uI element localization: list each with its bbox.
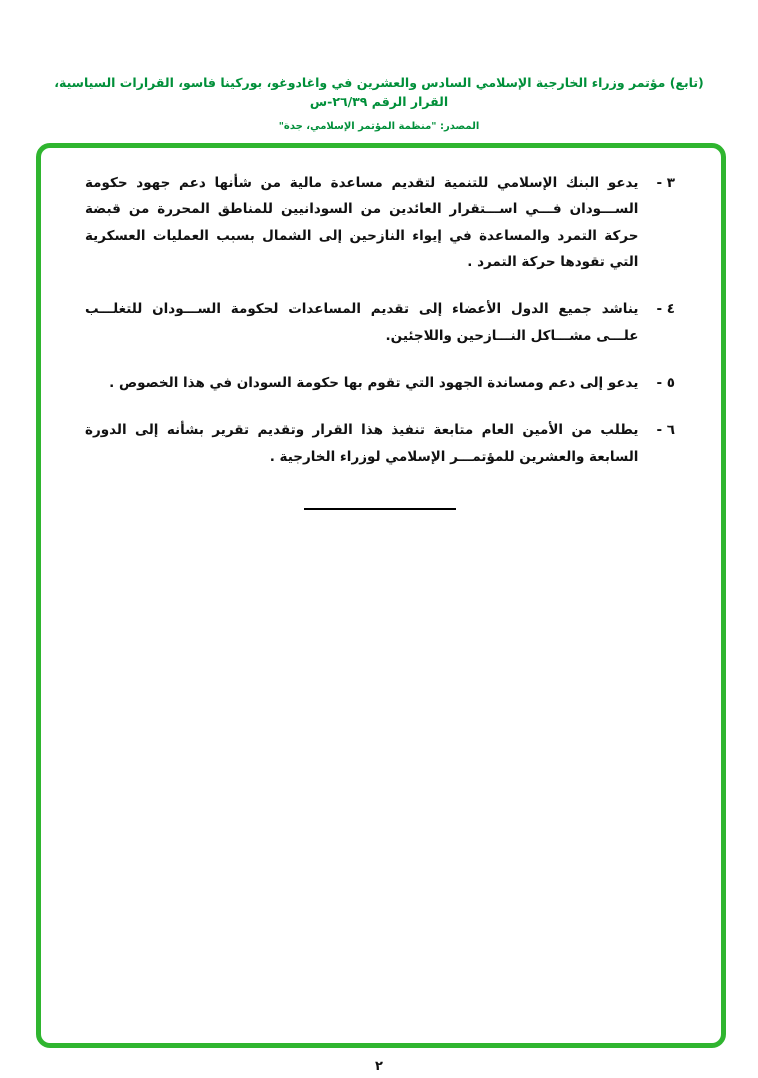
header-source: المصدر: "منظمة المؤتمر الإسلامي، جدة" <box>278 120 480 132</box>
item-lead-word: يناشد <box>601 301 639 318</box>
list-item <box>85 296 675 349</box>
header-title: (تابع) مؤتمر وزراء الخارجية الإسلامي السادس والعشرين في واغادوغو، بوركينا فاسو، القرارات السياسية، القرار الرقم ٢٦/٣٩-س <box>54 75 704 109</box>
list-item <box>85 370 675 396</box>
item-body: من الأمين العام متابعة تنفيذ هذا القرار وتقديم تقرير بشأنه إلى الدورة السابعة والعشرين للمؤتمـــر الإسلامي لوزراء الخارجية . <box>85 422 639 465</box>
item-lead-word: يطلب <box>600 422 639 439</box>
item-text <box>85 296 638 349</box>
item-body: البنك الإسلامي للتنمية لتقديم مساعدة مالية من شأنها دعم جهود حكومة الســـودان فـــي اســـتقرار العائدين من السودانيين للمناطق المحررة من قبضة حركة التمرد والمساعدة في إيواء النازحين إلى الشمال بسبب العمليات العسكرية التي تقودها حركة التمرد . <box>85 175 639 270</box>
page-number: ٢ <box>375 1059 383 1074</box>
list-item <box>85 170 675 275</box>
item-body: إلى دعم ومساندة الجهود التي تقوم بها حكومة السودان في هذا الخصوص . <box>109 374 608 391</box>
list-item <box>85 417 675 470</box>
item-text <box>85 370 638 396</box>
content-border-box <box>36 143 726 1048</box>
item-number: ٥ - <box>656 374 675 391</box>
item-number: ٦ - <box>656 422 675 439</box>
item-text <box>85 417 638 470</box>
document-header <box>0 74 758 132</box>
item-lead-word: يدعو <box>607 175 639 191</box>
item-body: جميع الدول الأعضاء إلى تقديم المساعدات لحكومة الســـودان للتغلـــب علـــى مشـــاكل النـــازحين واللاجئين. <box>85 301 639 344</box>
item-lead-word: يدعو <box>607 374 639 391</box>
section-divider <box>304 508 456 510</box>
item-text <box>85 170 638 275</box>
item-number: ٣ - <box>656 175 675 191</box>
item-number: ٤ - <box>656 301 675 318</box>
